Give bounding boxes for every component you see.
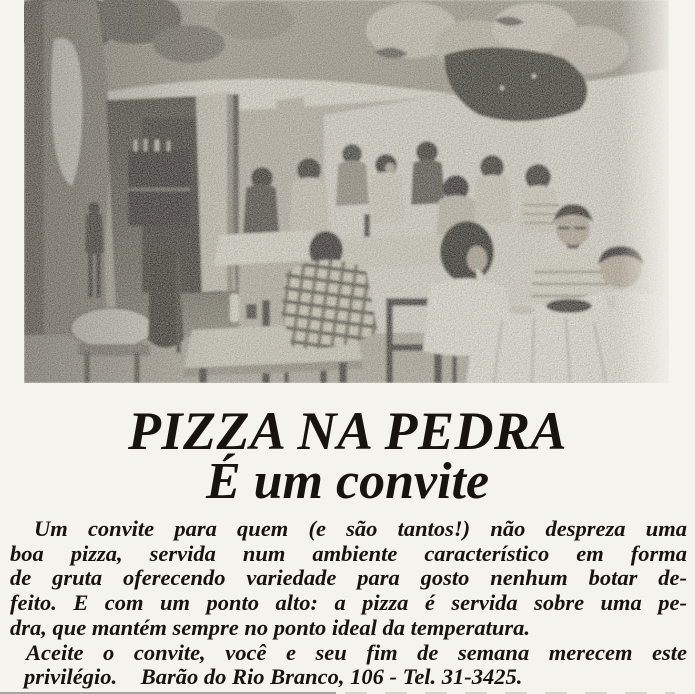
body-line: boa pizza, servida num ambiente característico em forma <box>10 540 687 566</box>
body-line: feito. E com um ponto alto: a pizza é servida sobre uma pe- <box>10 590 687 616</box>
closing-line <box>10 665 687 690</box>
address-and-phone: Barão do Rio Branco, 106 - Tel. 31-3425. <box>140 664 523 690</box>
restaurant-photo <box>24 0 669 383</box>
headline-line2: É um convite <box>205 453 490 510</box>
headline-line1: PIZZA NA PEDRA <box>127 401 568 461</box>
body-line: de gruta oferecendo variedade para gosto nenhum botar de- <box>10 565 687 591</box>
body-line: Um convite para quem (e são tantos!) não despreza uma <box>34 516 687 541</box>
body-line: dra, que mantém sempre no ponto ideal da temperatura. <box>10 614 531 640</box>
restaurant-photo-illustration <box>24 0 669 383</box>
photo-grain-light <box>24 0 669 383</box>
body-copy <box>10 517 687 690</box>
closing-word: privilégio. <box>24 664 118 690</box>
body-line: Aceite o convite, você e seu fim de semana merecem este <box>26 639 687 665</box>
photo-edge-fade <box>620 0 669 383</box>
headline <box>0 401 695 510</box>
